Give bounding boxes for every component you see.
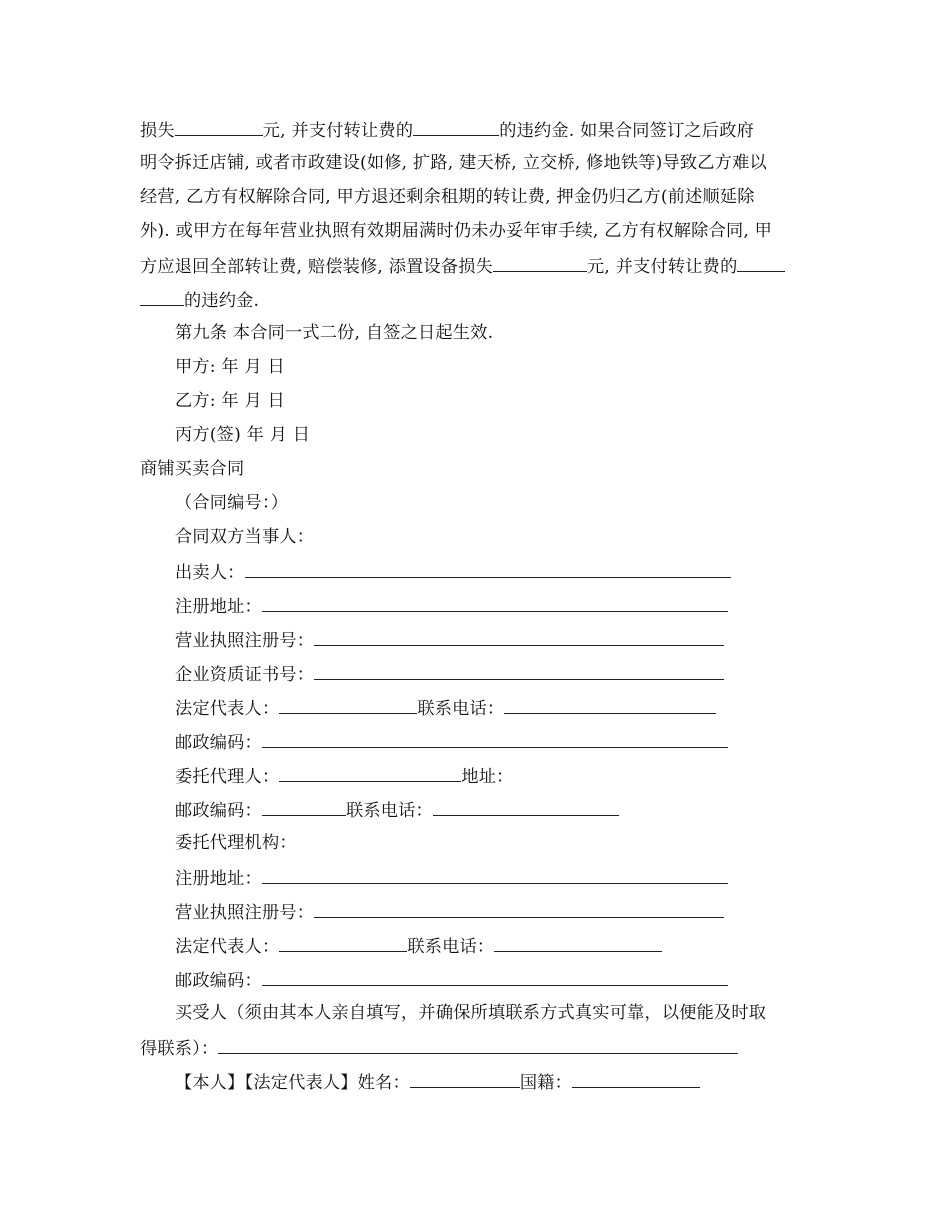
agency-address-row: [175, 866, 728, 890]
signature-party-c: 丙方(签) 年 月 日: [175, 425, 311, 445]
agency-license-row: [175, 900, 724, 924]
parties-heading: 合同双方当事人：: [175, 527, 315, 547]
text-penalty: 的违约金. 如果合同签订之后政府: [499, 121, 754, 141]
qualification-field[interactable]: [314, 662, 724, 680]
address-label: 注册地址：: [175, 597, 262, 617]
blank-field[interactable]: [140, 288, 184, 306]
seller-postcode-row: [175, 730, 728, 754]
signature-party-b: 乙方: 年 月 日: [175, 391, 285, 411]
address-field[interactable]: [262, 866, 728, 884]
blank-field[interactable]: [737, 254, 785, 272]
phone-field[interactable]: [504, 696, 716, 714]
blank-field[interactable]: [493, 254, 587, 272]
license-label: 营业执照注册号：: [175, 631, 315, 651]
seller-license-row: [175, 628, 724, 652]
license-label: 营业执照注册号：: [175, 903, 315, 923]
paragraph-line-2: 明令拆迁店铺, 或者市政建设(如修, 扩路, 建天桥, 立交桥, 修地铁等)导致乙方难以: [140, 153, 767, 173]
paragraph-line-3: 经营, 乙方有权解除合同, 甲方退还剩余租期的转让费, 押金仍归乙方(前述顺延除: [140, 187, 755, 207]
seller-legal-rep-row: [175, 696, 716, 720]
legal-rep-label: 法定代表人：: [175, 937, 280, 957]
agent-row: [175, 764, 514, 788]
phone-label: 联系电话：: [345, 801, 433, 821]
agent-postcode-row: [175, 798, 619, 822]
paragraph-line-4: 外). 或甲方在每年营业执照有效期届满时仍未办妥年审手续, 乙方有权解除合同, 甲: [140, 221, 773, 241]
seller-qualification-row: [175, 662, 724, 686]
nationality-field[interactable]: [572, 1070, 700, 1088]
postcode-label: 邮政编码：: [175, 801, 262, 821]
name-field[interactable]: [410, 1070, 520, 1088]
license-field[interactable]: [314, 628, 724, 646]
postcode-label: 邮政编码：: [175, 733, 262, 753]
address-field[interactable]: [262, 594, 728, 612]
agent-field[interactable]: [279, 764, 461, 782]
agency-postcode-row: [175, 968, 728, 992]
agent-label: 委托代理人：: [175, 767, 280, 787]
text-loss: 损失: [140, 121, 175, 141]
buyer-identity-row: [175, 1070, 700, 1094]
nationality-label: 国籍：: [519, 1073, 572, 1093]
legal-rep-field[interactable]: [279, 934, 407, 952]
buyer-contact-field[interactable]: [218, 1036, 738, 1054]
blank-field[interactable]: [413, 118, 499, 136]
text-refund: 方应退回全部转让费, 赔偿装修, 添置设备损失: [140, 257, 494, 277]
text-penalty: 的违约金.: [184, 291, 260, 311]
postcode-field[interactable]: [262, 798, 346, 816]
agent-address-label: 地址：: [461, 767, 514, 787]
postcode-field[interactable]: [262, 968, 728, 986]
seller-row: [175, 560, 731, 584]
paragraph-line-5: [140, 254, 785, 278]
phone-label: 联系电话：: [407, 937, 495, 957]
license-field[interactable]: [314, 900, 724, 918]
agency-heading: 委托代理机构：: [175, 833, 297, 853]
text-transfer-fee: 元, 并支付转让费的: [262, 121, 414, 141]
address-label: 注册地址：: [175, 869, 262, 889]
contract-number: （合同编号：）: [175, 493, 289, 513]
blank-field[interactable]: [175, 118, 263, 136]
postcode-label: 邮政编码：: [175, 971, 262, 991]
text-transfer-fee: 元, 并支付转让费的: [587, 257, 738, 277]
signature-party-a: 甲方: 年 月 日: [175, 357, 285, 377]
paragraph-line-6: [140, 288, 259, 312]
name-label: 【本人】【法定代表人】姓名：: [175, 1073, 410, 1093]
buyer-contact-label: 得联系）：: [140, 1039, 219, 1059]
agency-legal-rep-row: [175, 934, 662, 958]
buyer-intro-line-2: [140, 1036, 738, 1060]
article-nine: 第九条 本合同一式二份, 自签之日起生效.: [175, 323, 494, 343]
qualification-label: 企业资质证书号：: [175, 665, 315, 685]
phone-label: 联系电话：: [417, 699, 505, 719]
seller-address-row: [175, 594, 728, 618]
seller-field[interactable]: [245, 560, 731, 578]
buyer-intro-line-1: 买受人（须由其本人亲自填写，并确保所填联系方式真实可靠，以便能及时取: [175, 1003, 767, 1023]
phone-field[interactable]: [433, 798, 619, 816]
phone-field[interactable]: [494, 934, 662, 952]
contract-title: 商铺买卖合同: [140, 459, 245, 479]
paragraph-line-1: [140, 118, 754, 142]
postcode-field[interactable]: [262, 730, 728, 748]
legal-rep-label: 法定代表人：: [175, 699, 280, 719]
legal-rep-field[interactable]: [279, 696, 417, 714]
seller-label: 出卖人：: [175, 563, 245, 583]
